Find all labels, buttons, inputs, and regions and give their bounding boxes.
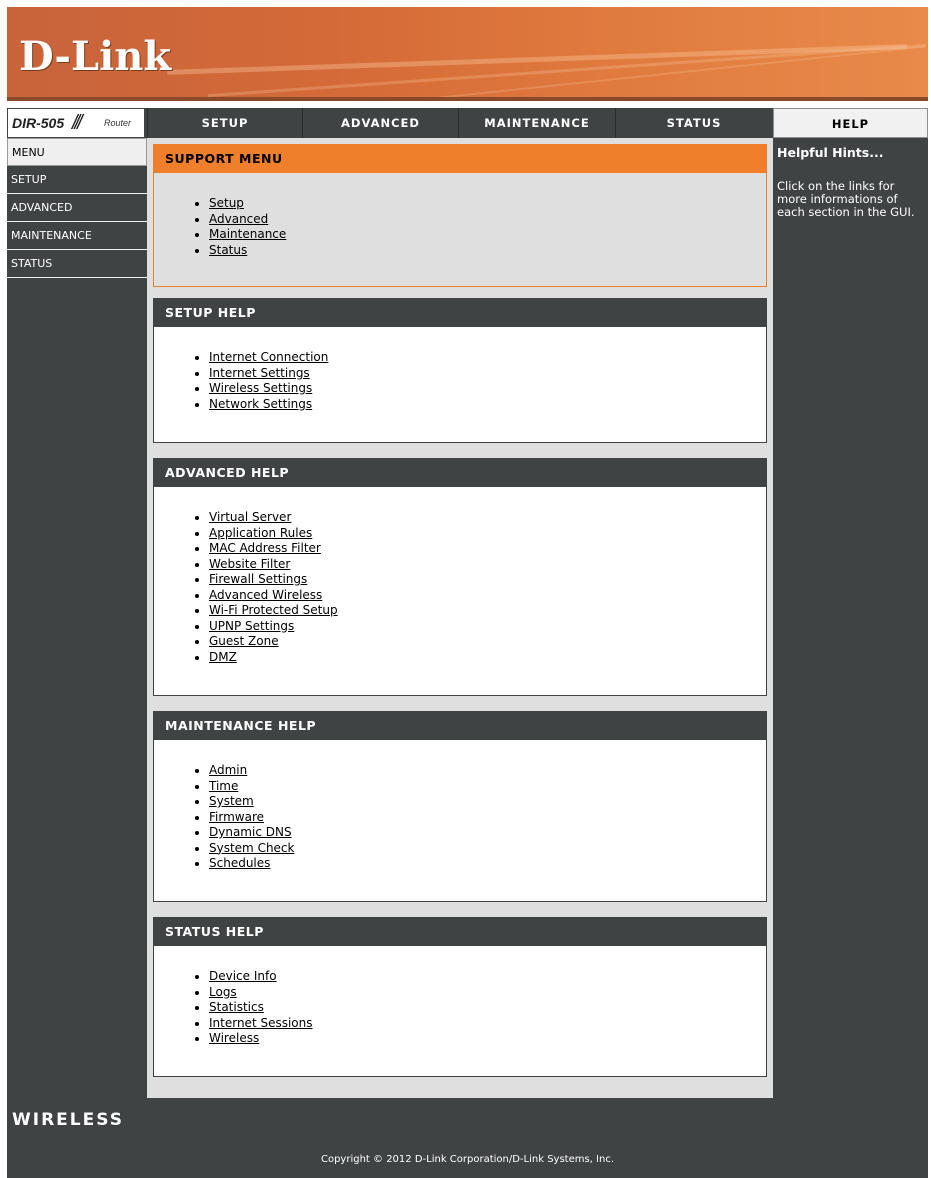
copyright-text: Copyright © 2012 D-Link Corporation/D-Link Systems, Inc. — [7, 1142, 928, 1178]
list-item — [209, 619, 766, 635]
support-menu-box — [153, 144, 767, 287]
link-device-info[interactable]: Device Info — [209, 969, 277, 983]
sidebar-item-maintenance[interactable]: MAINTENANCE — [7, 222, 147, 250]
tab-status[interactable]: STATUS — [615, 108, 772, 138]
link-status[interactable]: Status — [209, 242, 248, 257]
link-internet-settings[interactable]: Internet Settings — [209, 365, 310, 380]
list-item — [209, 526, 766, 542]
list-item — [209, 557, 766, 573]
list-item — [209, 763, 766, 779]
list-item — [209, 969, 766, 985]
dlink-logo: D-Link — [19, 33, 172, 80]
section-title: SUPPORT MENU — [154, 145, 766, 173]
link-wireless[interactable]: Wireless — [209, 1031, 260, 1045]
link-system-check[interactable]: System Check — [209, 840, 295, 855]
link-advanced-wireless[interactable]: Advanced Wireless — [209, 587, 323, 602]
link-schedules[interactable]: Schedules — [209, 856, 271, 870]
list-item — [209, 794, 766, 810]
list-item — [209, 1016, 766, 1032]
advanced-help-link-list — [209, 510, 766, 665]
link-dmz[interactable]: DMZ — [209, 649, 237, 664]
section-title: STATUS HELP — [154, 918, 766, 946]
link-website-filter[interactable]: Website Filter — [209, 556, 291, 571]
setup-help-box — [153, 298, 767, 443]
list-item — [209, 810, 766, 826]
maintenance-help-link-list — [209, 763, 766, 872]
model-slashes: /// — [72, 112, 80, 134]
list-item — [209, 603, 766, 619]
link-internet-sessions[interactable]: Internet Sessions — [209, 1015, 313, 1030]
sidebar-item-menu[interactable]: MENU — [7, 138, 147, 166]
link-upnp-settings[interactable]: UPNP Settings — [209, 618, 295, 633]
model-name: DIR-505 — [12, 115, 65, 131]
link-guest-zone[interactable]: Guest Zone — [209, 634, 279, 648]
link-advanced[interactable]: Advanced — [209, 211, 269, 226]
tab-help[interactable]: HELP — [773, 108, 928, 138]
list-item — [209, 510, 766, 526]
model-badge — [7, 108, 145, 138]
link-wireless-settings[interactable]: Wireless Settings — [209, 381, 313, 395]
list-item — [209, 541, 766, 557]
sidebar-item-setup[interactable]: SETUP — [7, 166, 147, 194]
link-application-rules[interactable]: Application Rules — [209, 525, 313, 540]
setup-help-link-list — [209, 350, 766, 412]
support-link-list — [209, 196, 766, 258]
section-title: ADVANCED HELP — [154, 459, 766, 487]
list-item — [209, 397, 766, 413]
link-system[interactable]: System — [209, 794, 254, 808]
list-item — [209, 856, 766, 872]
list-item — [209, 650, 766, 666]
header-banner — [7, 7, 928, 101]
list-item — [209, 212, 766, 228]
sidebar-menu — [7, 138, 147, 1098]
sidebar-item-advanced[interactable]: ADVANCED — [7, 194, 147, 222]
status-help-box — [153, 917, 767, 1077]
link-admin[interactable]: Admin — [209, 763, 248, 777]
list-item — [209, 841, 766, 857]
list-item — [209, 350, 766, 366]
hints-text: Click on the links for more informations of each section in the GUI. — [777, 179, 915, 219]
link-time[interactable]: Time — [209, 778, 239, 793]
link-setup[interactable]: Setup — [209, 196, 244, 210]
footer-brand-bar — [7, 1098, 928, 1142]
list-item — [209, 196, 766, 212]
link-dynamic-dns[interactable]: Dynamic DNS — [209, 825, 292, 839]
router-admin-page — [7, 7, 928, 1178]
link-maintenance[interactable]: Maintenance — [209, 227, 287, 241]
list-item — [209, 779, 766, 795]
link-mac-address-filter[interactable]: MAC Address Filter — [209, 541, 321, 555]
tab-maintenance[interactable]: MAINTENANCE — [458, 108, 615, 138]
list-item — [209, 243, 766, 259]
link-logs[interactable]: Logs — [209, 984, 237, 999]
list-item — [209, 588, 766, 604]
link-firewall-settings[interactable]: Firewall Settings — [209, 572, 308, 586]
link-internet-connection[interactable]: Internet Connection — [209, 350, 329, 364]
link-wifi-protected-setup[interactable]: Wi-Fi Protected Setup — [209, 603, 338, 617]
link-firmware[interactable]: Firmware — [209, 809, 264, 824]
list-item — [209, 366, 766, 382]
section-title: MAINTENANCE HELP — [154, 712, 766, 740]
main-content — [147, 138, 773, 1098]
maintenance-help-box — [153, 711, 767, 902]
helpful-hints-panel — [773, 138, 928, 1098]
list-item — [209, 985, 766, 1001]
tab-advanced[interactable]: ADVANCED — [302, 108, 458, 138]
list-item — [209, 634, 766, 650]
list-item — [209, 1031, 766, 1047]
list-item — [209, 227, 766, 243]
list-item — [209, 381, 766, 397]
section-title: SETUP HELP — [154, 299, 766, 327]
device-type: Router — [104, 118, 132, 128]
advanced-help-box — [153, 458, 767, 696]
sidebar-item-status[interactable]: STATUS — [7, 250, 147, 278]
tab-setup[interactable]: SETUP — [147, 108, 302, 138]
link-statistics[interactable]: Statistics — [209, 1000, 264, 1014]
wireless-logo: WIRELESS — [12, 1110, 124, 1130]
list-item — [209, 825, 766, 841]
status-help-link-list — [209, 969, 766, 1047]
link-network-settings[interactable]: Network Settings — [209, 396, 313, 411]
hints-title: Helpful Hints... — [777, 145, 884, 160]
list-item — [209, 572, 766, 588]
link-virtual-server[interactable]: Virtual Server — [209, 510, 292, 524]
top-navigation — [7, 108, 928, 138]
list-item — [209, 1000, 766, 1016]
